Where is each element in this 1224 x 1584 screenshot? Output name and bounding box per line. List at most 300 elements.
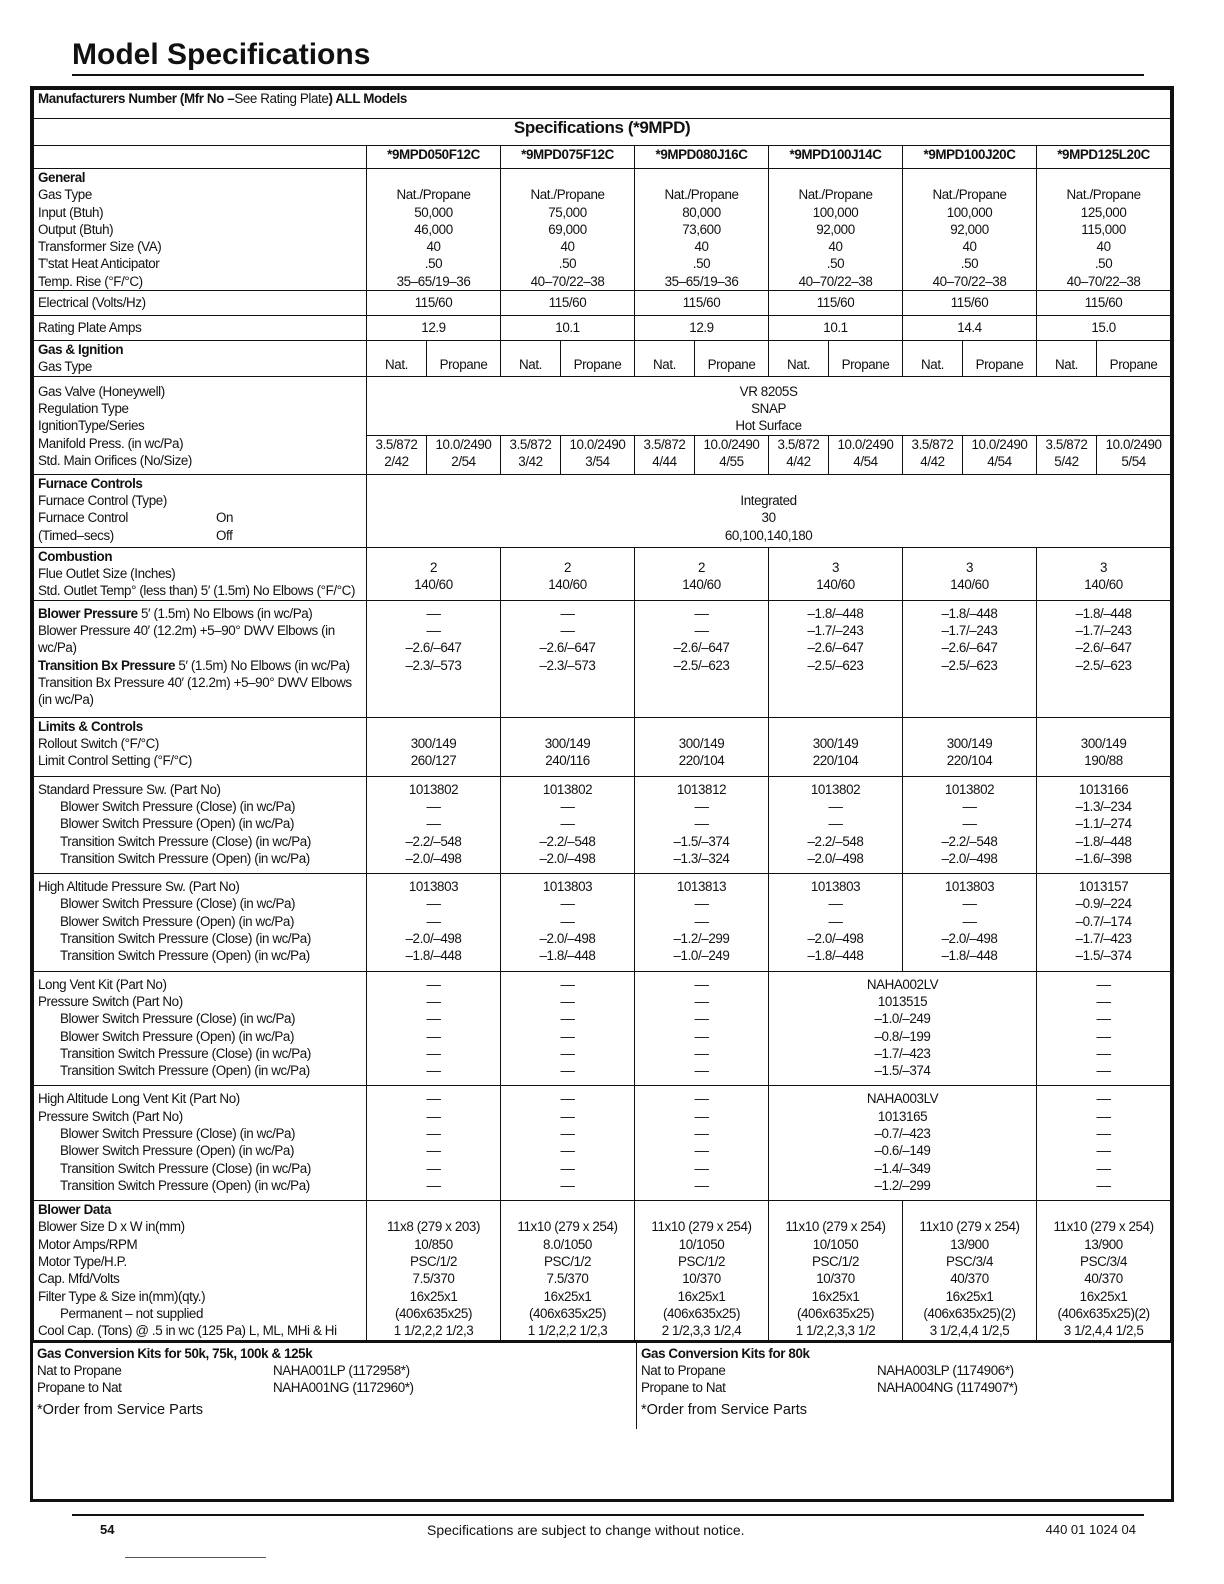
value-text: –– <box>1096 1028 1111 1044</box>
row-label: Std. Main Orifices (No/Size) <box>38 453 192 469</box>
row-sublabel: Off <box>216 527 233 543</box>
value-text: –1.5/–374 <box>1075 948 1132 964</box>
gas-nat-cell: Nat. <box>769 341 829 377</box>
manifold-nat <box>1037 435 1097 474</box>
row-label-bold: Blower Pressure <box>38 605 138 621</box>
order-note: *Order from Service Parts <box>37 1402 203 1419</box>
value-text: 140/60 <box>816 577 855 593</box>
spacer <box>371 169 496 186</box>
row-label: Manifold Press. (in wc/Pa) <box>38 436 184 452</box>
value-text: –2.5/–623 <box>1075 657 1132 673</box>
row-label-line <box>38 509 362 526</box>
value-cell <box>367 874 501 971</box>
value-text: .50 <box>960 256 979 272</box>
kit-part: NAHA001NG (1172960*) <box>273 1380 414 1396</box>
value-text: 3 <box>1100 560 1108 576</box>
section-header: General <box>38 170 86 185</box>
value-text: Nat./Propane <box>798 187 873 203</box>
gas-propane-cell: Propane <box>427 341 501 377</box>
spacer <box>1041 718 1166 735</box>
value-text: 40 <box>828 239 843 255</box>
value-text: –2.5/–623 <box>941 657 998 673</box>
gas-nat-cell: Nat. <box>1037 341 1097 377</box>
mfr-label-light: See Rating Plate <box>234 91 329 106</box>
value-cell <box>501 600 635 717</box>
row-label: Transition Switch Pressure (Open) (in wc/Pa) <box>60 1177 310 1193</box>
value-text: 46,000 <box>414 221 453 237</box>
kit-row <box>641 1362 1166 1379</box>
value-cell <box>501 1086 635 1201</box>
spec-heading-row <box>34 119 1171 146</box>
value-text: –– <box>560 1011 575 1027</box>
value-text: –– <box>426 605 441 621</box>
value-text: –– <box>560 993 575 1009</box>
manifold-propane <box>1097 435 1171 474</box>
combustion <box>34 547 1171 600</box>
value-text: –1.7/–243 <box>1075 622 1132 638</box>
kit-row <box>37 1362 632 1379</box>
value-text: –2.6/–647 <box>673 640 730 656</box>
value-text: –1.8/–448 <box>539 948 596 964</box>
row-label: Transition Switch Pressure (Open) (in wc/Pa) <box>60 1063 310 1079</box>
value-text: –– <box>828 798 843 814</box>
value-text: 40 <box>1096 239 1111 255</box>
blower-labels <box>34 1201 367 1340</box>
value-text: –2.2/–548 <box>405 833 462 849</box>
value-text: –2.5/–623 <box>673 657 730 673</box>
value-text: 7.5/370 <box>412 1271 455 1287</box>
model-header: *9MPD100J20C <box>903 146 1037 169</box>
value-text: –2.2/–548 <box>941 833 998 849</box>
value-cell <box>501 776 635 873</box>
value-text: –– <box>962 913 977 929</box>
value-cell <box>769 776 903 873</box>
value-text: 30 <box>761 510 776 526</box>
spacer <box>773 718 898 735</box>
value-text: .50 <box>826 256 845 272</box>
value-text: Nat./Propane <box>396 187 471 203</box>
value-text: –– <box>560 1091 575 1107</box>
kits-left-header: Gas Conversion Kits for 50k, 75k, 100k & 125k <box>37 1345 313 1361</box>
value-cell <box>1037 169 1171 291</box>
value-text: –2.5/–623 <box>807 657 864 673</box>
row-label: Furnace Control <box>38 510 129 526</box>
value-cell: 10.1 <box>769 316 903 341</box>
value-text: –1.0/–249 <box>673 948 730 964</box>
value-text: –– <box>426 1091 441 1107</box>
value-text: 1 1/2,2,2 1/2,3 <box>527 1323 608 1339</box>
value-text: 1013802 <box>408 781 459 797</box>
value-text: 11x8 (279 x 203) <box>386 1219 481 1235</box>
value-text: –– <box>426 1045 441 1061</box>
value-text: 69,000 <box>548 221 587 237</box>
value-text: 1013803 <box>810 879 861 895</box>
value-text: 10.0/2490 <box>1105 436 1162 452</box>
value-text: 3/54 <box>585 453 610 469</box>
spacer <box>505 169 630 186</box>
value-text: 3.5/872 <box>1045 436 1088 452</box>
value-text: –2.6/–647 <box>539 640 596 656</box>
ha-long-vent-row <box>34 1086 1171 1201</box>
spec-table <box>33 89 1171 1341</box>
value-text: –– <box>694 976 709 992</box>
value-cell <box>367 547 501 600</box>
value-text: 13/900 <box>950 1236 989 1252</box>
value-text: 13/900 <box>1084 1236 1123 1252</box>
value-text: –2.6/–647 <box>405 640 462 656</box>
value-text: Nat./Propane <box>932 187 1007 203</box>
value-text: 73,600 <box>682 221 721 237</box>
value-cell: 115/60 <box>635 291 769 316</box>
section-header: Limits & Controls <box>38 718 143 734</box>
value-text: –1.7/–423 <box>1075 931 1132 947</box>
row-label: Regulation Type <box>38 400 129 416</box>
value-text: 220/104 <box>812 753 859 769</box>
value-text: 40–70/22–38 <box>932 273 1007 289</box>
value-text: NAHA003LV <box>866 1091 939 1107</box>
value-text: 4/42 <box>786 453 811 469</box>
row-label: Motor Type/H.P. <box>38 1254 127 1270</box>
gas-propane-cell: Propane <box>829 341 903 377</box>
value-text: PSC/3/4 <box>1080 1254 1128 1270</box>
furnace-controls-values <box>367 474 1171 547</box>
gas-type-row <box>34 341 1171 377</box>
value-text: .50 <box>558 256 577 272</box>
value-text: 100,000 <box>946 204 993 220</box>
value-text: –– <box>694 1011 709 1027</box>
kits-left <box>33 1343 637 1429</box>
value-cell <box>367 1201 501 1340</box>
value-text: –– <box>426 1160 441 1176</box>
value-text: 80,000 <box>682 204 721 220</box>
row-label: Gas Type <box>38 187 92 203</box>
value-text: 40–70/22–38 <box>530 273 605 289</box>
row-label: Blower Switch Pressure (Close) (in wc/Pa) <box>60 896 296 912</box>
value-cell <box>501 874 635 971</box>
value-text: 1013813 <box>676 879 727 895</box>
value-text: –0.7/–423 <box>874 1126 931 1141</box>
blank-cell <box>34 146 367 169</box>
row-label: Motor Amps/RPM <box>38 1236 138 1252</box>
value-text: –– <box>694 605 709 621</box>
value-text: –– <box>426 816 441 832</box>
value-text: –1.7/–423 <box>874 1045 931 1061</box>
kit-label: Propane to Nat <box>37 1380 122 1396</box>
value-text: –2.2/–548 <box>807 833 864 849</box>
value-text: –2.0/–498 <box>807 850 864 866</box>
general <box>34 169 1171 291</box>
spacer <box>505 1201 630 1218</box>
value-text: –– <box>560 976 575 992</box>
value-text: –1.8/–448 <box>1075 605 1132 621</box>
row-label: IgnitionType/Series <box>38 418 145 434</box>
value-text: –1.7/–243 <box>941 622 998 638</box>
value-text: –– <box>426 1143 441 1159</box>
row-label: (Timed–secs) <box>38 527 114 543</box>
row-label: Flue Outlet Size (Inches) <box>38 565 176 581</box>
value-cell <box>769 169 903 291</box>
value-text: –2.0/–498 <box>405 931 462 947</box>
value-text: 300/149 <box>1080 735 1127 751</box>
value-text: PSC/1/2 <box>409 1254 458 1270</box>
value-text: –– <box>560 798 575 814</box>
value-text: 16x25x1 <box>811 1288 860 1304</box>
value-text: 11x10 (279 x 254) <box>651 1219 752 1235</box>
row-label: Long Vent Kit (Part No) <box>38 976 167 992</box>
value-text: 2 <box>563 560 572 576</box>
value-text: –1.5/–374 <box>874 1063 931 1079</box>
value-text: 10.0/2490 <box>569 436 626 452</box>
value-cell <box>635 169 769 291</box>
value-text: 60,100,140,180 <box>724 527 813 543</box>
value-text: PSC/3/4 <box>945 1254 994 1270</box>
gas-propane-cell: Propane <box>963 341 1037 377</box>
spec-table-frame <box>30 86 1174 1502</box>
value-text: 1013802 <box>542 781 593 797</box>
value-text: 1 1/2,2,3,3 1/2 <box>795 1323 876 1339</box>
value-text: 40 <box>962 239 977 255</box>
value-text: 92,000 <box>950 221 989 237</box>
value-cell: 12.9 <box>367 316 501 341</box>
value-text: –– <box>1096 1160 1111 1176</box>
row-label: Transition Switch Pressure (Close) (in wc/Pa) <box>60 1160 311 1176</box>
row-label: Blower Switch Pressure (Open) (in wc/Pa) <box>60 1028 295 1044</box>
value-text: VR 8205S <box>739 383 798 399</box>
value-text: 220/104 <box>678 753 725 769</box>
model-header: *9MPD100J14C <box>769 146 903 169</box>
value-text: –1.8/–448 <box>807 948 864 964</box>
value-text: –– <box>426 1126 441 1141</box>
gas-nat-cell: Nat. <box>501 341 561 377</box>
kit-label: Nat to Propane <box>641 1362 726 1378</box>
value-text: 16x25x1 <box>543 1288 592 1304</box>
manifold-propane <box>829 435 903 474</box>
spacer <box>907 718 1032 735</box>
value-text: 10/1050 <box>812 1236 859 1252</box>
kit-label: Propane to Nat <box>641 1380 726 1396</box>
order-note: *Order from Service Parts <box>641 1402 807 1419</box>
value-text: 190/88 <box>1084 753 1123 769</box>
mfr-row <box>34 90 1171 119</box>
row-label: Standard Pressure Sw. (Part No) <box>38 781 221 797</box>
value-cell <box>1037 1201 1171 1340</box>
row-label: Furnace Control (Type) <box>38 492 167 508</box>
row-label: Transition Switch Pressure (Open) (in wc/Pa) <box>60 850 310 866</box>
value-text: 10.0/2490 <box>971 436 1028 452</box>
value-cell <box>769 971 1037 1086</box>
value-text: PSC/1/2 <box>811 1254 860 1270</box>
value-cell <box>635 547 769 600</box>
spacer <box>639 718 764 735</box>
row-label: Transformer Size (VA) <box>38 239 162 255</box>
value-cell <box>1037 717 1171 776</box>
manifold-nat <box>367 435 427 474</box>
value-cell <box>635 1086 769 1201</box>
value-text: –1.8/–448 <box>405 948 462 964</box>
value-text: –– <box>962 896 977 912</box>
value-text: –– <box>1096 1177 1111 1193</box>
combustion-labels <box>34 547 367 600</box>
value-text: –– <box>1096 1045 1111 1061</box>
row-label: Blower Switch Pressure (Close) (in wc/Pa) <box>60 1126 296 1141</box>
value-text: 140/60 <box>1084 577 1123 593</box>
value-text: 3.5/872 <box>375 436 418 452</box>
value-text: SNAP <box>751 400 787 416</box>
value-text: –0.9/–224 <box>1075 896 1132 912</box>
section-header: Combustion <box>38 548 113 564</box>
row-label: Input (Btuh) <box>38 204 104 220</box>
value-text: 16x25x1 <box>409 1288 458 1304</box>
value-text: 5/42 <box>1054 453 1079 469</box>
value-text: –1.6/–398 <box>1075 850 1132 866</box>
value-cell: 115/60 <box>501 291 635 316</box>
value-text: –0.7/–174 <box>1075 913 1132 929</box>
value-text: –– <box>1096 1091 1111 1107</box>
value-text: 115,000 <box>1081 221 1126 237</box>
row-label: Blower Switch Pressure (Close) (in wc/Pa) <box>60 1011 296 1027</box>
value-cell <box>635 600 769 717</box>
value-text: –– <box>426 1011 441 1027</box>
spacer <box>773 169 898 186</box>
ha-long-vent-labels <box>34 1086 367 1201</box>
value-text: –– <box>560 1177 575 1193</box>
value-text: –1.8/–448 <box>941 605 998 621</box>
value-cell: 115/60 <box>903 291 1037 316</box>
value-cell <box>903 600 1037 717</box>
manifold-nat <box>903 435 963 474</box>
value-text: 4/55 <box>719 453 744 469</box>
value-text: 3 <box>831 560 840 576</box>
page-number: 54 <box>100 1522 115 1537</box>
value-text: 1013802 <box>944 781 995 797</box>
value-text: –2.0/–498 <box>941 850 998 866</box>
value-text: –1.3/–234 <box>1075 798 1132 814</box>
value-text: –2.0/–498 <box>539 850 596 866</box>
value-text: 300/149 <box>410 735 457 751</box>
value-cell <box>635 1201 769 1340</box>
value-text: 140/60 <box>414 577 453 593</box>
value-text: –– <box>560 1108 575 1124</box>
value-text: –– <box>694 798 709 814</box>
value-text: 3.5/872 <box>911 436 954 452</box>
conversion-kits <box>33 1340 1171 1429</box>
row-sublabel: On <box>216 510 234 526</box>
gas-nat-cell: Nat. <box>903 341 963 377</box>
value-text: –– <box>1096 993 1111 1009</box>
value-text: (406x635x25) <box>394 1305 473 1321</box>
value-text: 4/44 <box>652 453 677 469</box>
value-text: –2.3/–573 <box>405 657 462 673</box>
value-text: 2/42 <box>384 453 409 469</box>
kit-part: NAHA004NG (1174907*) <box>877 1380 1018 1396</box>
value-text: 8.0/1050 <box>543 1236 592 1252</box>
value-cell <box>1037 547 1171 600</box>
value-cell <box>1037 776 1171 873</box>
value-text: PSC/1/2 <box>543 1254 592 1270</box>
value-text: –2.6/–647 <box>807 640 864 656</box>
value-text: –– <box>560 896 575 912</box>
value-cell <box>501 971 635 1086</box>
value-text: –2.0/–498 <box>539 931 596 947</box>
spacer <box>371 475 1166 492</box>
value-text: –– <box>694 1126 709 1141</box>
value-text: 5/54 <box>1121 453 1146 469</box>
value-cell <box>501 169 635 291</box>
value-text: 40 <box>426 239 441 255</box>
manifold-row <box>34 435 1171 474</box>
value-text: –– <box>694 1028 709 1044</box>
footer-notice: Specifications are subject to change without notice. <box>427 1522 745 1538</box>
value-text: (406x635x25) <box>662 1305 741 1321</box>
value-text: 11x10 (279 x 254) <box>1053 1219 1154 1235</box>
value-text: –– <box>426 1177 441 1193</box>
value-text: –– <box>560 1160 575 1176</box>
value-text: –– <box>426 798 441 814</box>
value-text: –– <box>828 913 843 929</box>
model-header: *9MPD050F12C <box>367 146 501 169</box>
value-cell <box>769 717 903 776</box>
value-cell: 14.4 <box>903 316 1037 341</box>
value-text: 1013157 <box>1078 879 1129 895</box>
value-text: 125,000 <box>1080 204 1127 220</box>
value-text: 40–70/22–38 <box>798 273 873 289</box>
value-text: (406x635x25) <box>528 1305 607 1321</box>
manifold-propane <box>561 435 635 474</box>
manifold-nat <box>769 435 829 474</box>
manifold-propane <box>963 435 1037 474</box>
row-label: Rating Plate Amps <box>34 316 367 341</box>
value-cell <box>769 600 903 717</box>
spacer <box>505 718 630 735</box>
value-text: –– <box>426 993 441 1009</box>
value-text: –– <box>694 1045 709 1061</box>
value-text: –– <box>694 896 709 912</box>
value-text: 300/149 <box>544 735 591 751</box>
value-text: –– <box>560 913 575 929</box>
value-text: 11x10 (279 x 254) <box>919 1219 1020 1235</box>
value-text: 16x25x1 <box>1079 1288 1128 1304</box>
pressure-labels <box>34 600 367 717</box>
furnace-controls-row <box>34 474 1171 547</box>
value-text: 11x10 (279 x 254) <box>517 1219 618 1235</box>
manifold-nat <box>635 435 695 474</box>
row-label: Blower Switch Pressure (Open) (in wc/Pa) <box>60 816 295 832</box>
value-cell <box>367 169 501 291</box>
value-text: 1013515 <box>877 993 928 1009</box>
row-label: Transition Switch Pressure (Close) (in wc/Pa) <box>60 833 311 849</box>
value-text: 140/60 <box>950 577 989 593</box>
row-label: Blower Switch Pressure (Open) (in wc/Pa) <box>60 1143 295 1159</box>
value-text: –– <box>426 913 441 929</box>
value-text: –2.0/–498 <box>405 850 462 866</box>
value-cell <box>635 971 769 1086</box>
value-cell <box>367 776 501 873</box>
value-text: 16x25x1 <box>677 1288 726 1304</box>
value-text: .50 <box>1094 256 1113 272</box>
value-text: 2 <box>697 560 706 576</box>
value-text: 300/149 <box>678 735 725 751</box>
value-text: –0.8/–199 <box>874 1028 931 1044</box>
row-label: Pressure Switch (Part No) <box>38 1108 183 1124</box>
mfr-label-end: ) ALL Models <box>328 91 407 106</box>
row-label: Transition Switch Pressure (Close) (in wc/Pa) <box>60 1045 311 1061</box>
general-labels <box>34 169 367 291</box>
row-label: 5′ (1.5m) No Elbows (in wc/Pa) <box>137 605 313 621</box>
value-text: 10/370 <box>682 1271 721 1287</box>
value-text: 3.5/872 <box>777 436 820 452</box>
value-text: –– <box>694 1091 709 1107</box>
value-text: –2.2/–548 <box>539 833 596 849</box>
